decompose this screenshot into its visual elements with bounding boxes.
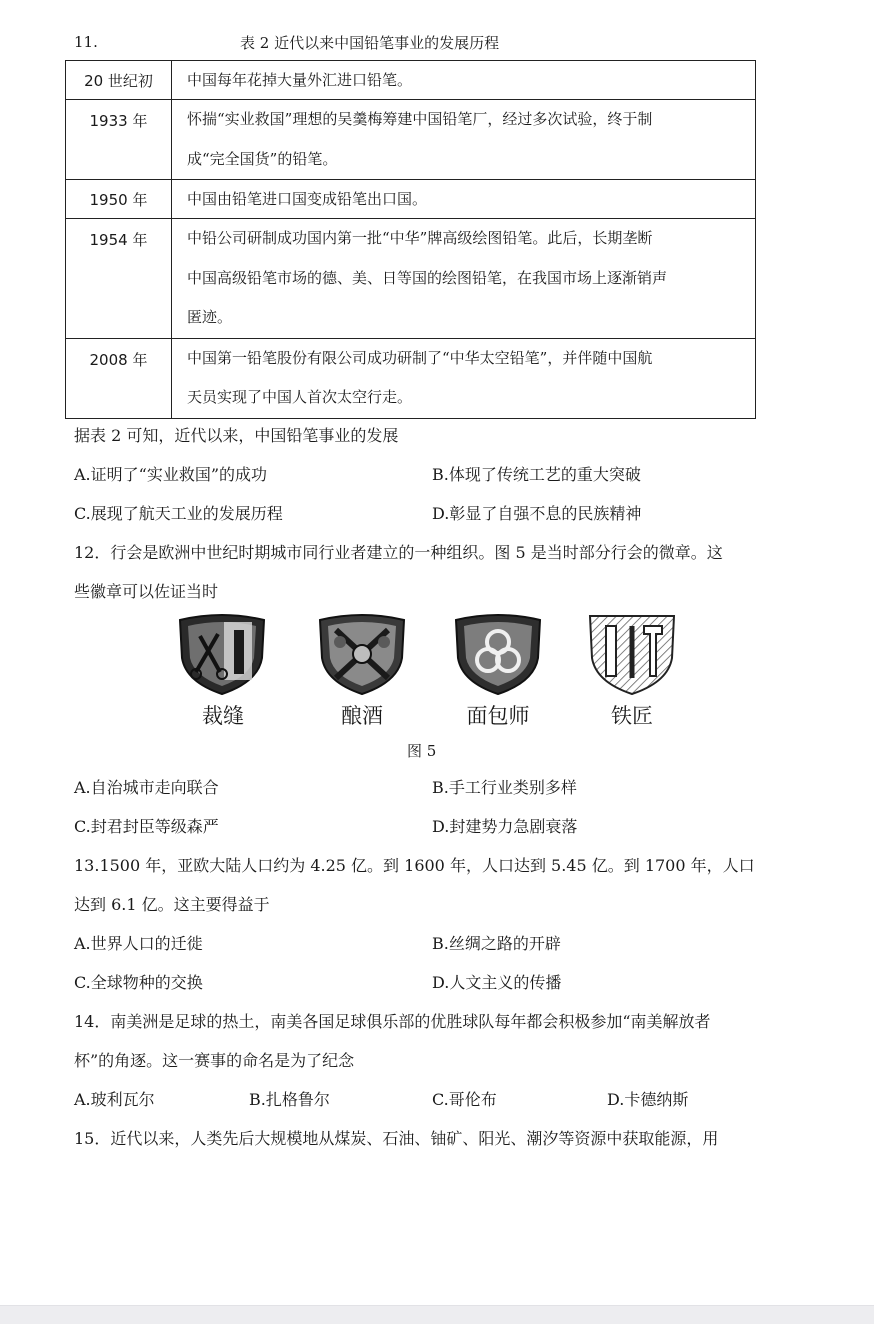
badge-label-brewer: 酿酒 <box>341 704 383 728</box>
event-cell <box>172 100 756 180</box>
question-12-stem-line-1: 12．行会是欧洲中世纪时期城市同行业者建立的一种组织。图 5 是当时部分行会的微章。这 <box>74 543 723 562</box>
blacksmith-badge-icon <box>586 612 678 696</box>
option-b: B.丝绸之路的开辟 <box>432 934 561 953</box>
table-row <box>66 338 756 418</box>
question-11-number: 11. <box>74 33 98 51</box>
option-c: C.哥伦布 <box>432 1090 497 1109</box>
event-line: 中国第一铅笔股份有限公司成功研制了“中华太空铅笔”，并伴随中国航 <box>187 348 653 367</box>
tailor-badge-icon <box>176 612 268 696</box>
year-cell: 1933 年 <box>66 100 172 180</box>
question-13-stem-line-2: 达到 6.1 亿。这主要得益于 <box>74 895 270 914</box>
event-line: 成“完全国货”的铅笔。 <box>187 149 338 168</box>
year-cell: 1950 年 <box>66 180 172 219</box>
event-cell <box>172 219 756 339</box>
question-13-stem-line-1: 13.1500 年，亚欧大陆人口约为 4.25 亿。到 1600 年，人口达到 5.45 亿。到 1700 年，人口 <box>74 856 755 875</box>
event-line: 匿迹。 <box>187 308 233 326</box>
option-a: A.证明了“实业救国”的成功 <box>74 465 268 484</box>
year-cell: 1954 年 <box>66 219 172 339</box>
event-line: 怀揣“实业救国”理想的吴羹梅筹建中国铅笔厂，经过多次试验，终于制 <box>187 110 653 128</box>
question-14-stem-line-2: 杯”的角逐。这一赛事的命名是为了纪念 <box>74 1051 355 1070</box>
option-d: D.人文主义的传播 <box>432 973 562 992</box>
option-b: B.扎格鲁尔 <box>249 1090 330 1109</box>
figure-caption: 图 5 <box>407 742 437 760</box>
table-row <box>66 219 756 339</box>
option-c: C.全球物种的交换 <box>74 973 203 992</box>
question-11-stem: 据表 2 可知，近代以来，中国铅笔事业的发展 <box>74 426 399 445</box>
event-cell: 中国每年花掉大量外汇进口铅笔。 <box>172 61 756 100</box>
year-cell: 20 世纪初 <box>66 61 172 100</box>
question-14-stem-line-1: 14．南美洲是足球的热土，南美各国足球俱乐部的优胜球队每年都会积极参加“南美解放者 <box>74 1012 711 1031</box>
badge-label-blacksmith: 铁匠 <box>611 704 653 728</box>
table-title: 表 2 近代以来中国铅笔事业的发展历程 <box>240 34 500 52</box>
option-b: B.手工行业类别多样 <box>432 778 577 797</box>
option-c: C.展现了航天工业的发展历程 <box>74 504 283 523</box>
brewer-badge-icon <box>316 612 408 696</box>
option-a: A.自治城市走向联合 <box>74 778 219 797</box>
event-line: 中铅公司研制成功国内第一批“中华”牌高级绘图铅笔。此后，长期垄断 <box>187 229 653 247</box>
option-d: D.封建势力急剧衰落 <box>432 817 578 836</box>
question-12-stem-line-2: 些徽章可以佐证当时 <box>74 582 219 601</box>
question-15-stem-line-1: 15．近代以来，人类先后大规模地从煤炭、石油、铀矿、阳光、潮汐等资源中获取能源，用 <box>74 1129 719 1148</box>
badge-label-tailor: 裁缝 <box>202 704 244 728</box>
badge-label-baker: 面包师 <box>466 704 530 728</box>
option-c: C.封君封臣等级森严 <box>74 817 219 836</box>
option-d: D.卡德纳斯 <box>607 1090 689 1109</box>
event-line: 天员实现了中国人首次太空行走。 <box>187 388 413 406</box>
event-cell: 中国由铅笔进口国变成铅笔出口国。 <box>172 180 756 219</box>
page-bottom-bar <box>0 1305 874 1324</box>
event-cell <box>172 338 756 418</box>
option-d: D.彰显了自强不息的民族精神 <box>432 504 642 523</box>
event-line: 中国高级铅笔市场的德、美、日等国的绘图铅笔，在我国市场上逐渐销声 <box>187 268 668 287</box>
table-row <box>66 61 756 100</box>
option-a: A.世界人口的迁徙 <box>74 934 203 953</box>
guild-badges-figure <box>170 612 690 732</box>
year-cell: 2008 年 <box>66 338 172 418</box>
table-row <box>66 100 756 180</box>
option-b: B.体现了传统工艺的重大突破 <box>432 465 641 484</box>
table-row <box>66 180 756 219</box>
option-a: A.玻利瓦尔 <box>74 1090 155 1109</box>
pencil-history-table <box>65 60 756 419</box>
baker-badge-icon <box>452 612 544 696</box>
